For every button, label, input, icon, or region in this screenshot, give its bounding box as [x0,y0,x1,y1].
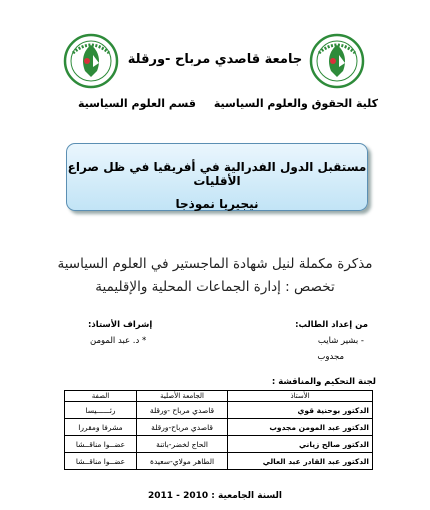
thesis-title-box [66,143,368,211]
jury-member-university: الحاج لخضر-باتنة [136,436,227,453]
jury-member-name: الدكتور صالح زياني [228,436,373,453]
thesis-subtitle: نيجيريا نموذجا [175,197,259,211]
jury-member-role: مشرفا ومقررا [65,419,137,436]
jury-member-university: الطاهر مولاي-سعيدة [136,453,227,470]
jury-member-name: الدكتور عبد القادر عبد العالي [228,453,373,470]
table-row [65,402,373,419]
student-name-1: - بشير شايب [317,336,364,346]
thesis-specialty: تخصص : إدارة الجماعات المحلية والإقليمية [95,279,335,295]
prepared-by-label: من إعداد الطالب: [295,320,368,330]
jury-member-university: قاصدي مرباح -ورقلة [136,402,227,419]
jury-title: لجنة التحكيم والمناقشة : [271,377,376,387]
thesis-type: مذكرة مكملة لنيل شهادة الماجستير في العلوم السياسية [57,256,373,272]
supervisor-label: إشراف الأستاذ: [88,320,153,330]
table-row [65,436,373,453]
table-row [65,453,373,470]
department-name: قسم العلوم السياسية [78,97,196,110]
student-name-2: مجدوب [317,352,344,362]
jury-member-university: قاصدي مرباح-ورقلة [136,419,227,436]
thesis-title: مستقبل الدول الفدرالية في أفريقيا في ظل صراع الأقليات [67,160,367,188]
faculty-name: كلية الحقوق والعلوم السياسية [213,97,378,110]
jury-header-row [65,391,373,402]
jury-member-role: عضــوا مناقــشا [65,436,137,453]
supervisor-name: * د. عبد المومن [90,336,147,346]
jury-member-role: عضــوا مناقــشا [65,453,137,470]
academic-year: السنة الجامعية : 2010 - 2011 [147,491,282,501]
jury-header-professor: الأستاذ [228,391,373,402]
jury-member-name: الدكتور عبد المومن مجدوب [228,419,373,436]
jury-member-name: الدكتور بوحنية قوي [228,402,373,419]
jury-header-university: الجامعة الأصلية [136,391,227,402]
table-row [65,419,373,436]
university-name: جامعة قاصدي مرباح -ورقلة [127,52,303,67]
jury-table [64,390,373,470]
jury-member-role: رئــــــيسا [65,402,137,419]
jury-header-role: الصفة [65,391,137,402]
